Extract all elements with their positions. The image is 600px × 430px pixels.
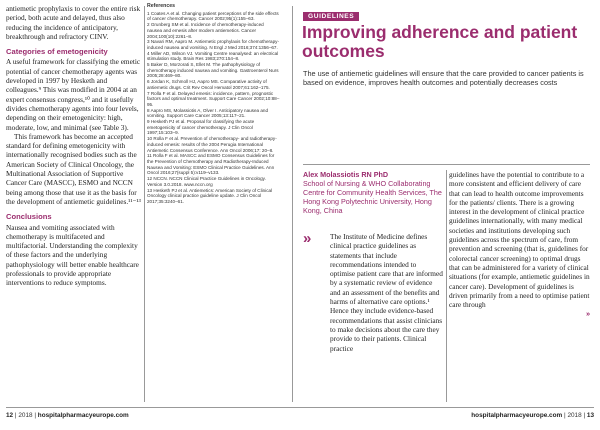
horizontal-rule [303, 164, 590, 165]
body-paragraph: A useful framework for classifying the emetic potential of cancer chemotherapy agents was developed in 1997 by Hesketh and colleagues.⁹ This was modified in 2004 at an expert consensus congress,¹⁰ and it usefully divides chemotherapy agents into four levels, depending on their emetogenicity: high, moderate, low, and minimal (see Table 3). [6, 57, 141, 132]
reference-item: 1 Coates A et al. Changing patient perceptions of the side effects of cancer chemotherapy. Cancer 2002;95(1):155–63. [147, 10, 279, 22]
reference-item: 11 Rolla F et al. MASCC and ESMO Consensus Guidelines for the Prevention of Chemotherapy and Radiotherapy-Induced Nausea and Vomiting: ESMO Clinical Practice Guidelines. Ann Oncol 2016;27(suppl 5):v119–v133. [147, 153, 275, 176]
article-headline: Improving adherence and patient outcomes [302, 22, 578, 61]
reference-item: 8 Aapro MS, Molassiotis A, Olver I. Anticipatory nausea and vomiting. Support Care Cancer 2005;13:117–21. [147, 107, 269, 119]
footer-site: hospitalpharmacyeurope.com [471, 412, 563, 419]
reference-item: 5 Baker D, Morzorati S, Ellet M. The pathophysiology of chemotherapy induced nausea and vomiting. Gastroenterol Nurs 2005;28:469–80. [147, 62, 279, 79]
reference-item: 12 NCCN. NCCN Clinical Practice Guidelines in Oncology. Version 3.0.2018. www.nccn.org [147, 176, 266, 187]
body-paragraph: This framework has become an accepted standard for defining emetogenicity with internationally recognised bodies such as the American Society of Clinical Oncology, the Multinational Association of Supportive Cancer Care (MASCC), ESMO and NCCN being among those that use it as the basis for the development of antiemetic guidelines.¹¹⁻¹³ [6, 131, 141, 206]
page-gutter-divider [292, 6, 293, 402]
footer-separator: | [583, 412, 586, 419]
footer-right [471, 412, 594, 419]
section-tag: GUIDELINES [303, 12, 359, 21]
footer-separator: | [14, 412, 17, 419]
body-paragraph: antiemetic prophylaxis to cover the entire risk period, both acute and delayed, thus also reducing the incidence of anticipatory, breakthrough and refractory CINV. [6, 4, 141, 41]
subheading-conclusions: Conclusions [6, 212, 52, 222]
references-column [147, 4, 280, 205]
reference-item: 2 Grunberg SM et al. Incidence of chemotherapy-induced nausea and emesis after modern antiemetics. Cancer 2004;100(10):2261–8. [147, 22, 264, 39]
footer-left [6, 412, 129, 419]
body-paragraph: Nausea and vomiting associated with chemotherapy is multifaceted and multifactorial. Understanding the complexity of these factors and the underlying pathophysiology will better enable healthcare professionals to provide appropriate interventions to reduce symptoms. [6, 222, 139, 288]
references-heading: References [147, 3, 175, 9]
author-name: Alex Molassiotis RN PhD [303, 170, 389, 179]
left-text-column [6, 4, 142, 288]
subheading-emetogenicity: Categories of emetogenicity [6, 47, 108, 57]
footer-year: 2018 [567, 412, 582, 419]
footer-year: 2018 [18, 412, 33, 419]
reference-item: 9 Hesketh PJ et al. Proposal for classifying the acute emetogenicity of cancer chemotherapy. J Clin Oncol 1997;15:103–9. [147, 119, 255, 136]
body-paragraph: guidelines have the potential to contribute to a more consistent and efficient delivery of care that can lead to health outcome improvements for the patients/ clients. There is a growing interest in the development of clinical practice guidelines internationally, with many medical societies and institutions developing such guidelines across the spectrum of care, from prevention and screening (that is, guidelines for colorectal cancer screening) to optimal drugs that can be administered for a variety of clinical situations (for example, antiemetic guidelines in cancer care). Development of guidelines is driven primarily from a need to optimise patient care through [449, 170, 590, 310]
footer-site: hospitalpharmacyeurope.com [37, 412, 129, 419]
reference-item: 3 Navari RM, Aapro M. Antiemetic prophylaxis for chemotherapy-induced nausea and vomiting. N Engl J Med 2016;374:1356–67. [147, 39, 279, 50]
reference-item: 13 Hesketh PJ et al. Antiemetics: American Society of Clinical Oncology clinical practice guideline update. J Clin Oncol 2017;35:3240–61. [147, 187, 273, 204]
author-affiliation: School of Nursing & WHO Collaborating Centre for Community Health Services, The Hong Kong Polytechnic University, Hong Kong, China [303, 179, 442, 215]
reference-item: 6 Jordan K, Schmoll HJ, Aapro MS. Comparative activity of antiemetic drugs. Crit Rev Oncol Hematol 2007;61:162–175. [147, 79, 270, 90]
continue-arrow-icon: » [585, 309, 590, 319]
author-block [303, 170, 443, 215]
reference-item: 10 Rolla F et al. Prevention of chemotherapy- and radiotherapy-induced emesis: results of the 2004 Perugia International Antiemetic Consensus Conference. Ann Oncol 2006;17: 20–8. [147, 136, 277, 153]
article-body-column-2 [449, 170, 590, 319]
column-divider [446, 170, 447, 402]
chevron-quote-icon: » [303, 230, 312, 247]
footer-rule [6, 407, 594, 408]
page-number: 12 [6, 412, 14, 419]
footer-separator: | [34, 412, 37, 419]
article-standfirst: The use of antiemetic guidelines will ensure that the care provided to cancer patients is based on evidence, improves health outcomes and potentially decreases costs [303, 69, 584, 88]
article-body-column-1 [303, 232, 443, 353]
column-divider [144, 6, 145, 402]
footer-separator: | [563, 412, 566, 419]
reference-item: 4 Miller AD, Wilson VJ. Vomiting Centre reanalysed: an electrical stimulation study. Brain Res 1983;270:154–8. [147, 50, 279, 62]
reference-item: 7 Rolla F et al. Delayed emesis: incidence, pattern, prognostic factors and optimal treatment. Support Care Cancer 2002;10:88–95. [147, 90, 280, 107]
body-paragraph: The Institute of Medicine defines clinical practice guidelines as statements that include recommendations intended to optimise patient care that are informed by a systematic review of evidence and an assessment of the benefits and harms of alternative care options.¹ Hence they include evidence-based recommendations that assist clinicians to make decisions about the care they provide to their patients. Clinical practice [330, 232, 443, 353]
page-number: 13 [586, 412, 594, 419]
